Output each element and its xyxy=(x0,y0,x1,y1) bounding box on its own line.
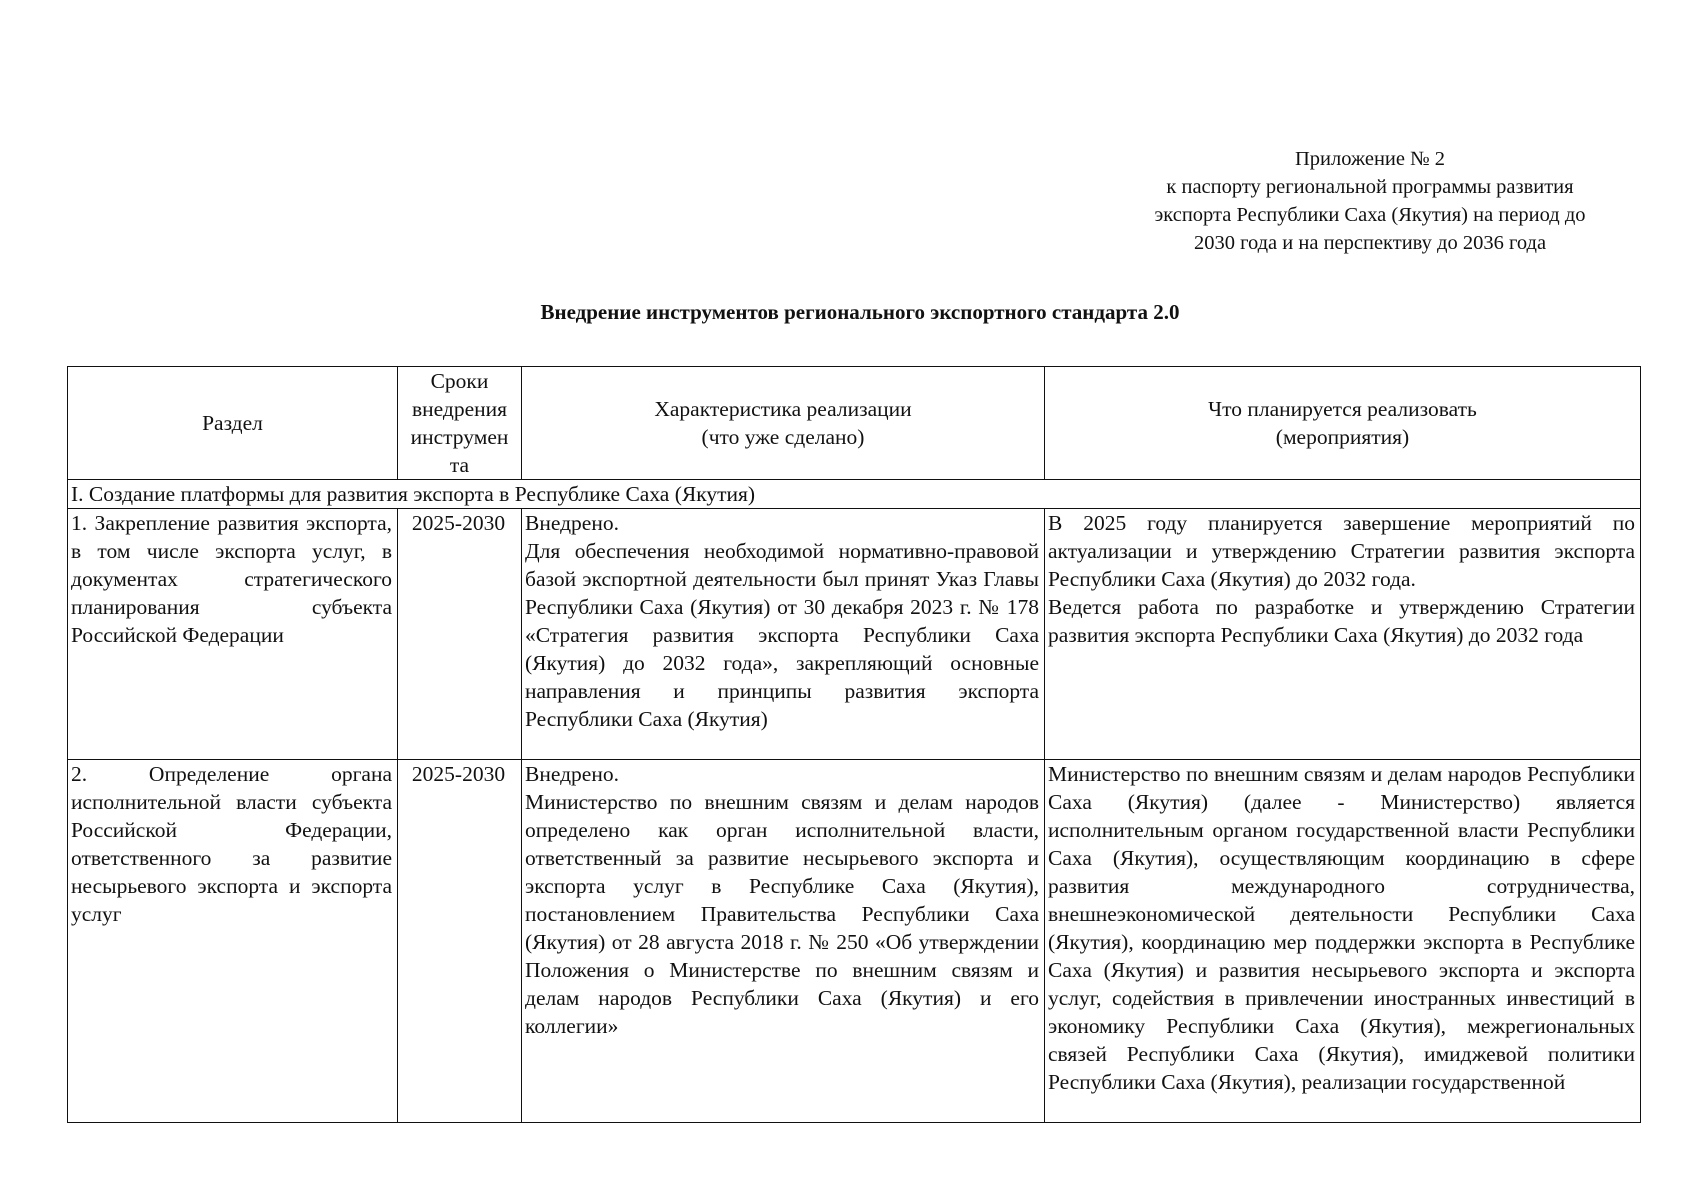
row-done-cell xyxy=(522,509,1045,760)
table-header-row xyxy=(68,367,1641,480)
appendix-line: Приложение № 2 xyxy=(1294,148,1446,170)
planned-paragraph: Министерство по внешним связям и делам народов Республики Саха (Якутия) (далее - Министерство) является исполнительным органом государственной власти Республики Саха (Якутия), осуществляющим координацию в сфере развития международного сотрудничества, внешнеэкономической деятельности Республики Саха (Якутия), координацию мер поддержки экспорта в Республике Саха (Якутия) и развития несырьевого экспорта и экспорта услуг, содействия в привлечении иностранных инвестиций в экономику Республики Саха (Якутия), межрегиональных связей Республики Саха (Якутия), имиджевой политики Республики Саха (Якутия), реализации государственной xyxy=(1048,762,1635,1094)
planned-paragraph: Ведется работа по разработке и утверждению Стратегии развития экспорта Республики Саха (Якутия) до 2032 года xyxy=(1048,595,1635,647)
document-title: Внедрение инструментов регионального экспортного стандарта 2.0 xyxy=(540,300,1180,324)
done-paragraph: Для обеспечения необходимой нормативно-правовой базой экспортной деятельности был принят Указ Главы Республики Саха (Якутия) от 30 декабря 2023 г. № 178 «Стратегия развития экспорта Республики Саха (Якутия) до 2032 года», закрепляющий основные направления и принципы развития экспорта Республики Саха (Якутия) xyxy=(525,539,1039,731)
row-section-cell: 2. Определение органа исполнительной власти субъекта Российской Федерации, ответственного за развитие несырьевого экспорта и экспорта услуг xyxy=(68,760,398,1123)
header-section: Раздел xyxy=(68,367,398,480)
appendix-line: экспорта Республики Саха (Якутия) на период до xyxy=(1154,204,1586,226)
header-planned xyxy=(1045,367,1641,480)
appendix-line: 2030 года и на перспективу до 2036 года xyxy=(1193,232,1547,254)
table-row xyxy=(68,760,1641,1123)
row-section-cell: 1. Закрепление развития экспорта, в том числе экспорта услуг, в документах стратегического планирования субъекта Российской Федерации xyxy=(68,509,398,760)
section-heading: I. Создание платформы для развития экспорта в Республике Саха (Якутия) xyxy=(68,480,1641,509)
table-row xyxy=(68,509,1641,760)
row-terms-cell: 2025-2030 xyxy=(398,509,522,760)
planned-paragraph: В 2025 году планируется завершение мероприятий по актуализации и утверждению Стратегии развития экспорта Республики Саха (Якутия) до 2032 года. xyxy=(1048,511,1635,591)
header-planned-line: Что планируется реализовать xyxy=(1208,397,1477,421)
row-planned-cell xyxy=(1045,760,1641,1123)
export-standard-table xyxy=(67,366,1641,1123)
row-planned-cell xyxy=(1045,509,1641,760)
appendix-line: к паспорту региональной программы развития xyxy=(1166,176,1574,198)
header-planned-line: (мероприятия) xyxy=(1275,425,1410,449)
section-heading-row xyxy=(68,480,1641,509)
done-paragraph: Внедрено. xyxy=(525,511,619,535)
done-paragraph: Министерство по внешним связям и делам народов определено как орган исполнительной власти, ответственный за развитие несырьевого экспорта и экспорта услуг в Республике Саха (Якутия), постановлением Правительства Республики Саха (Якутия) от 28 августа 2018 г. № 250 «Об утверждении Положения о Министерстве по внешним связям и делам народов Республики Саха (Якутия) и его коллегии» xyxy=(525,790,1039,1038)
row-done-cell xyxy=(522,760,1045,1123)
header-terms: Сроки внедрения инструмен та xyxy=(398,367,522,480)
header-characteristic-line: (что уже сделано) xyxy=(701,425,865,449)
header-characteristic-line: Характеристика реализации xyxy=(654,397,912,421)
row-terms-cell: 2025-2030 xyxy=(398,760,522,1123)
appendix-note xyxy=(1130,145,1610,257)
header-characteristic xyxy=(522,367,1045,480)
done-paragraph: Внедрено. xyxy=(525,762,619,786)
